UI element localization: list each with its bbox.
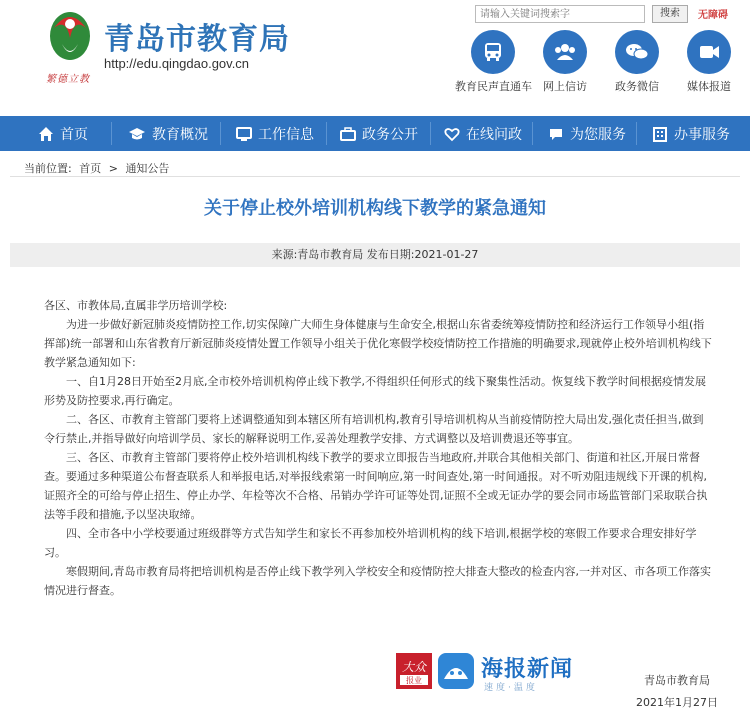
video-icon [687, 30, 731, 74]
breadcrumb-separator: > [108, 162, 118, 175]
bureau-logo-icon[interactable] [44, 8, 96, 70]
quick-link-bus[interactable] [455, 30, 531, 94]
main-nav [0, 116, 750, 151]
briefcase-icon [340, 126, 356, 142]
bus-icon [471, 30, 515, 74]
nav-item-overview[interactable] [128, 116, 208, 151]
building-icon [652, 126, 668, 142]
chat-bubble-icon [548, 126, 564, 142]
nav-item-label: 政务公开 [362, 126, 418, 143]
nav-item-affairs[interactable] [652, 116, 730, 151]
nav-item-label: 办事服务 [674, 126, 730, 143]
quick-link-petition[interactable] [527, 30, 603, 94]
site-title[interactable]: 青岛市教育局 [104, 22, 290, 57]
quick-link-label: 教育民声直通车 [455, 80, 532, 93]
article-body [44, 296, 714, 600]
svg-text:报业: 报业 [406, 676, 422, 685]
quick-link-media[interactable] [671, 30, 747, 94]
search-input[interactable] [475, 5, 645, 23]
article-meta: 来源:青岛市教育局 发布日期:2021-01-27 [10, 243, 740, 267]
nav-item-work-info[interactable] [236, 116, 314, 151]
article-paragraph: 一、自1月28日开始至2月底,全市校外培训机构停止线下教学,不得组织任何形式的线下聚集性活动。恢复线下教学时间根据疫情发展形势及防控要求,再行确定。 [44, 375, 706, 407]
logo-motto: 繁德立教 [46, 74, 90, 85]
article-paragraph: 四、全市各中小学校要通过班级群等方式告知学生和家长不再参加校外培训机构的线下培训,根据学校的寒假工作要求合理安排好学习。 [44, 527, 697, 559]
quick-links [455, 30, 745, 94]
nav-item-online-inquiry[interactable] [444, 116, 522, 151]
search-button[interactable]: 搜索 [652, 5, 688, 23]
heart-icon [444, 126, 460, 142]
article-paragraph: 为进一步做好新冠肺炎疫情防控工作,切实保障广大师生身体健康与生命安全,根据山东省委统筹疫情防控和经济运行工作领导小组(指挥部)统一部署和山东省教育厅新冠肺炎疫情处置工作领导小组关于优化寒假学校疫情防控工作措施的明确要求,现就停止校外培训机构线下教学紧急通知如下: [44, 318, 712, 369]
nav-divider [220, 122, 221, 145]
quick-link-wechat[interactable] [599, 30, 675, 94]
accessibility-link[interactable]: 无障碍 [698, 10, 728, 21]
article-paragraph: 三、各区、市教育主管部门要将停止校外培训机构线下教学的要求立即报告当地政府,并联合其他相关部门、街道和社区,开展日常督查。要通过多种渠道公布督查联系人和举报电话,对举报线索第一时间响应,第一时间查处,第一时间通报。对不听劝阻违规线下开课的机构,证照齐全的可给与停止招生、停止办学、年检等次不合格、吊销办学许可证等处罚,证照不全或无证办学的要会同市场监管部门采取联合执法等手段和措施,予以坚决取缔。 [44, 451, 708, 521]
signature-org: 青岛市教育局 [644, 674, 710, 687]
nav-item-service[interactable] [548, 116, 626, 151]
divider [10, 176, 740, 177]
breadcrumb-prefix: 当前位置: [24, 162, 72, 175]
signature-date: 2021年1月27日 [636, 696, 718, 709]
nav-divider [532, 122, 533, 145]
breadcrumb-current[interactable]: 通知公告 [125, 162, 170, 175]
monitor-icon [236, 126, 252, 142]
baoye-logo-icon [396, 653, 432, 689]
nav-item-label: 教育概况 [152, 126, 208, 143]
breadcrumb [24, 160, 173, 176]
nav-divider [326, 122, 327, 145]
quick-link-label: 政务微信 [615, 80, 659, 93]
haibao-logo-text: 海报新闻 [481, 657, 574, 682]
breadcrumb-home[interactable]: 首页 [79, 162, 102, 175]
haibao-logo-icon [438, 653, 474, 689]
quick-link-label: 网上信访 [543, 80, 587, 93]
quick-link-label: 媒体报道 [687, 80, 731, 93]
article-title: 关于停止校外培训机构线下教学的紧急通知 [204, 198, 546, 219]
nav-item-label: 首页 [60, 126, 88, 143]
nav-item-label: 在线问政 [466, 126, 522, 143]
site-header [0, 0, 750, 112]
nav-item-label: 为您服务 [570, 126, 626, 143]
nav-divider [636, 122, 637, 145]
nav-item-gov-open[interactable] [340, 116, 418, 151]
article-salutation: 各区、市教体局,直属非学历培训学校: [44, 299, 228, 312]
nav-item-label: 工作信息 [258, 126, 314, 143]
users-icon [543, 30, 587, 74]
haibao-tagline: 速度·温度 [484, 683, 538, 693]
wechat-icon [615, 30, 659, 74]
home-icon [38, 126, 54, 142]
article-paragraph: 寒假期间,青岛市教育局将把培训机构是否停止线下教学列入学校安全和疫情防控大排查大整改的检查内容,一并对区、市各项工作落实情况进行督查。 [44, 565, 711, 597]
svg-text:大众: 大众 [401, 660, 427, 674]
nav-divider [430, 122, 431, 145]
site-url: http://edu.qingdao.gov.cn [104, 56, 250, 71]
nav-divider [111, 122, 112, 145]
article-paragraph: 二、各区、市教育主管部门要将上述调整通知到本辖区所有培训机构,教育引导培训机构从当前疫情防控大局出发,强化责任担当,做到令行禁止,并指导做好向培训学员、家长的解释说明工作,妥善处理教学安排、方式调整以及培训费退还等事宜。 [44, 413, 704, 445]
baoye-logo [396, 653, 432, 689]
nav-item-home[interactable] [38, 116, 88, 151]
graduation-cap-icon [128, 126, 146, 142]
